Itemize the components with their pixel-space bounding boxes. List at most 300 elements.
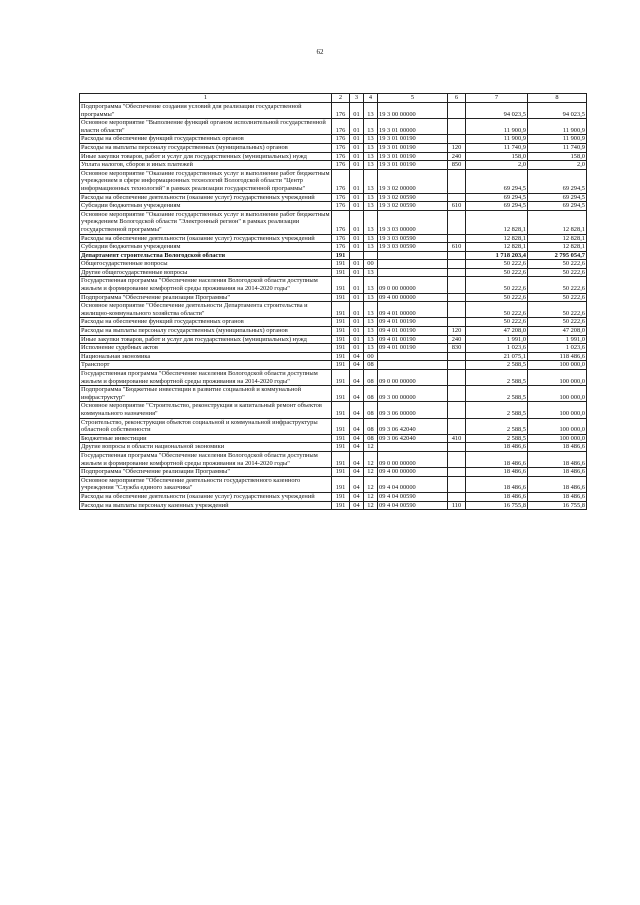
subsection-cell: 13 <box>364 327 378 336</box>
subsection-cell: 13 <box>364 302 378 318</box>
grbs-cell: 176 <box>332 243 350 252</box>
row-name-cell: Уплата налогов, сборов и иных платежей <box>80 161 332 170</box>
section-cell: 01 <box>350 161 364 170</box>
grbs-cell: 191 <box>332 370 350 386</box>
grbs-cell: 191 <box>332 293 350 302</box>
amount-year2-cell: 12 828,1 <box>528 234 587 243</box>
subsection-cell: 12 <box>364 476 378 492</box>
target-article-cell: 09 3 06 42040 <box>378 434 448 443</box>
expense-type-cell: 610 <box>448 202 466 211</box>
subsection-cell: 13 <box>364 335 378 344</box>
amount-year2-cell: 16 755,8 <box>528 501 587 510</box>
header-cell: 6 <box>448 94 466 103</box>
grbs-cell: 191 <box>332 268 350 277</box>
row-name-cell: Бюджетные инвестиции <box>80 434 332 443</box>
amount-year2-cell: 18 486,6 <box>528 468 587 477</box>
target-article-cell: 19 3 01 00190 <box>378 161 448 170</box>
amount-year1-cell: 50 222,6 <box>466 293 528 302</box>
expense-type-cell <box>448 352 466 361</box>
amount-year2-cell: 100 000,0 <box>528 370 587 386</box>
grbs-cell: 191 <box>332 251 350 260</box>
amount-year2-cell: 69 294,5 <box>528 202 587 211</box>
table-row <box>80 234 587 243</box>
table-row <box>80 202 587 211</box>
row-name-cell: Иные закупки товаров, работ и услуг для государственных (муниципальных) нужд <box>80 335 332 344</box>
section-cell: 01 <box>350 143 364 152</box>
row-name-cell: Основное мероприятие "Оказание государственных услуг и выполнение работ бюджетным учреждением в сфере информационных технологий Вологодской области "Центр информационных технологий" в рамках реализации государственной программы" <box>81 169 330 192</box>
amount-year1-cell: 18 486,6 <box>466 492 528 501</box>
amount-year1-cell: 50 222,6 <box>466 260 528 269</box>
expense-type-cell <box>448 418 466 434</box>
section-cell: 04 <box>350 361 364 370</box>
section-cell: 01 <box>350 135 364 144</box>
table-row <box>80 260 587 269</box>
subsection-cell: 00 <box>364 352 378 361</box>
section-cell: 04 <box>350 443 364 452</box>
subsection-cell: 13 <box>364 193 378 202</box>
row-name-cell: Расходы на выплаты персоналу государственных (муниципальных) органов <box>80 327 332 336</box>
budget-table <box>79 93 587 510</box>
amount-year2-cell: 69 294,5 <box>528 169 587 193</box>
subsection-cell: 13 <box>364 202 378 211</box>
subsection-cell: 12 <box>364 443 378 452</box>
amount-year1-cell: 69 294,5 <box>466 169 528 193</box>
expense-type-cell <box>448 277 466 293</box>
section-cell: 04 <box>350 352 364 361</box>
target-article-cell: 09 4 01 00000 <box>378 302 448 318</box>
amount-year1-cell: 1 023,6 <box>466 344 528 353</box>
expense-type-cell <box>448 251 466 260</box>
section-cell <box>350 251 364 260</box>
table-row <box>80 451 587 467</box>
amount-year2-cell: 50 222,6 <box>528 260 587 269</box>
table-row <box>80 434 587 443</box>
amount-year1-cell: 2 588,5 <box>466 434 528 443</box>
row-name-cell: Подпрограмма "Обеспечение создания условий для реализации государственной программы" <box>80 103 332 119</box>
expense-type-cell <box>448 103 466 119</box>
row-name-cell: Основное мероприятие "Выполнение функций органом исполнительной государственной власти области" <box>80 119 332 135</box>
amount-year1-cell: 1 991,0 <box>466 335 528 344</box>
expense-type-cell <box>448 268 466 277</box>
section-cell: 04 <box>350 501 364 510</box>
row-name-cell: Общегосударственные вопросы <box>80 260 332 269</box>
row-name-cell: Государственная программа "Обеспечение населения Вологодской области доступным жильем и формирование комфортной среды проживания на 2014-2020 годы" <box>80 277 332 293</box>
amount-year2-cell: 50 222,6 <box>528 318 587 327</box>
subsection-cell: 13 <box>364 344 378 353</box>
amount-year2-cell: 50 222,6 <box>528 293 587 302</box>
table-row <box>80 161 587 170</box>
amount-year2-cell: 100 000,0 <box>528 418 587 434</box>
amount-year1-cell: 12 828,1 <box>466 243 528 252</box>
table-row <box>80 335 587 344</box>
expense-type-cell: 120 <box>448 143 466 152</box>
expense-type-cell <box>448 443 466 452</box>
section-cell: 01 <box>350 327 364 336</box>
table-row <box>80 344 587 353</box>
expense-type-cell <box>448 293 466 302</box>
target-article-cell: 19 3 02 00590 <box>378 193 448 202</box>
expense-type-cell: 410 <box>448 434 466 443</box>
table-row <box>80 251 587 260</box>
expense-type-cell <box>448 169 466 193</box>
amount-year1-cell: 11 900,9 <box>466 119 528 135</box>
row-name-cell: Расходы на обеспечение функций государственных органов <box>80 318 332 327</box>
target-article-cell: 19 3 01 00190 <box>378 143 448 152</box>
amount-year1-cell: 50 222,6 <box>466 318 528 327</box>
grbs-cell: 176 <box>332 210 350 234</box>
subsection-cell: 13 <box>364 152 378 161</box>
section-cell: 01 <box>350 260 364 269</box>
expense-type-cell: 120 <box>448 327 466 336</box>
grbs-cell: 191 <box>332 418 350 434</box>
expense-type-cell <box>448 361 466 370</box>
amount-year2-cell: 1 023,6 <box>528 344 587 353</box>
header-cell: 3 <box>350 94 364 103</box>
table-row <box>80 468 587 477</box>
subsection-cell: 13 <box>364 135 378 144</box>
header-row <box>80 94 587 103</box>
grbs-cell: 176 <box>332 152 350 161</box>
amount-year2-cell: 69 294,5 <box>528 193 587 202</box>
grbs-cell: 176 <box>332 119 350 135</box>
row-name-cell: Подпрограмма "Обеспечение реализации Программы" <box>80 468 332 477</box>
table-row <box>80 169 587 193</box>
amount-year2-cell: 100 000,0 <box>528 361 587 370</box>
expense-type-cell: 110 <box>448 501 466 510</box>
section-cell: 01 <box>350 152 364 161</box>
grbs-cell: 191 <box>332 335 350 344</box>
amount-year2-cell: 47 208,0 <box>528 327 587 336</box>
table-row <box>80 293 587 302</box>
section-cell: 01 <box>350 234 364 243</box>
grbs-cell: 191 <box>332 476 350 492</box>
subsection-cell: 08 <box>364 402 378 418</box>
amount-year1-cell: 50 222,6 <box>466 268 528 277</box>
amount-year2-cell: 12 828,1 <box>528 210 587 234</box>
row-name-cell: Основное мероприятие "Обеспечение деятельности Департамента строительства и жилищно-коммунального хозяйства области" <box>80 302 332 318</box>
section-cell: 04 <box>350 386 364 402</box>
target-article-cell: 09 0 00 00000 <box>378 451 448 467</box>
amount-year1-cell: 11 740,9 <box>466 143 528 152</box>
table-row <box>80 476 587 492</box>
subsection-cell: 13 <box>364 243 378 252</box>
table-row <box>80 135 587 144</box>
section-cell: 04 <box>350 370 364 386</box>
section-cell: 04 <box>350 492 364 501</box>
target-article-cell: 09 4 00 00000 <box>378 468 448 477</box>
amount-year1-cell: 2 588,5 <box>466 402 528 418</box>
grbs-cell: 191 <box>332 318 350 327</box>
header-cell: 7 <box>466 94 528 103</box>
row-name-cell: Расходы на выплаты персоналу казенных учреждений <box>80 501 332 510</box>
expense-type-cell <box>448 402 466 418</box>
grbs-cell: 191 <box>332 327 350 336</box>
amount-year1-cell: 50 222,6 <box>466 277 528 293</box>
table-row <box>80 492 587 501</box>
amount-year2-cell: 11 900,9 <box>528 119 587 135</box>
section-cell: 01 <box>350 119 364 135</box>
table-row <box>80 277 587 293</box>
target-article-cell: 09 4 04 00590 <box>378 501 448 510</box>
header-cell: 5 <box>378 94 448 103</box>
header-cell: 2 <box>332 94 350 103</box>
amount-year1-cell: 1 718 203,4 <box>466 251 528 260</box>
subsection-cell: 13 <box>364 143 378 152</box>
table-row <box>80 302 587 318</box>
row-name-cell: Основное мероприятие "Оказание государственных услуг и выполнение работ бюджетным учреждением Вологодской области "Электронный регион" в рамках реализации государственной программы" <box>81 210 330 233</box>
row-name-cell: Подпрограмма "Обеспечение реализации Программы" <box>80 293 332 302</box>
table-row <box>80 443 587 452</box>
section-cell: 01 <box>350 277 364 293</box>
target-article-cell: 09 4 01 00190 <box>378 344 448 353</box>
grbs-cell: 191 <box>332 451 350 467</box>
amount-year1-cell: 2,0 <box>466 161 528 170</box>
amount-year1-cell: 16 755,8 <box>466 501 528 510</box>
amount-year1-cell: 18 486,6 <box>466 443 528 452</box>
subsection-cell: 08 <box>364 370 378 386</box>
table-row <box>80 143 587 152</box>
section-cell: 01 <box>350 210 364 234</box>
grbs-cell: 191 <box>332 277 350 293</box>
amount-year1-cell: 2 588,5 <box>466 418 528 434</box>
grbs-cell: 176 <box>332 234 350 243</box>
expense-type-cell <box>448 370 466 386</box>
subsection-cell: 13 <box>364 103 378 119</box>
row-name-cell: Субсидии бюджетным учреждениям <box>80 202 332 211</box>
amount-year1-cell: 2 588,5 <box>466 386 528 402</box>
table-row <box>80 193 587 202</box>
row-name-cell: Департамент строительства Вологодской области <box>80 251 332 260</box>
subsection-cell: 12 <box>364 451 378 467</box>
target-article-cell: 19 3 03 00590 <box>378 243 448 252</box>
expense-type-cell <box>448 119 466 135</box>
grbs-cell: 191 <box>332 260 350 269</box>
expense-type-cell: 240 <box>448 335 466 344</box>
row-name-cell: Подпрограмма "Бюджетные инвестиции в развитие социальной и коммунальной инфраструктур" <box>80 386 332 402</box>
amount-year1-cell: 50 222,6 <box>466 302 528 318</box>
table-row <box>80 268 587 277</box>
expense-type-cell <box>448 193 466 202</box>
row-name-cell: Национальная экономика <box>80 352 332 361</box>
header-cell: 1 <box>80 94 332 103</box>
amount-year2-cell: 2,0 <box>528 161 587 170</box>
expense-type-cell <box>448 476 466 492</box>
table-row <box>80 152 587 161</box>
grbs-cell: 176 <box>332 193 350 202</box>
subsection-cell <box>364 251 378 260</box>
amount-year1-cell: 94 023,5 <box>466 103 528 119</box>
subsection-cell: 13 <box>364 293 378 302</box>
section-cell: 04 <box>350 476 364 492</box>
grbs-cell: 191 <box>332 402 350 418</box>
amount-year1-cell: 47 208,0 <box>466 327 528 336</box>
subsection-cell: 08 <box>364 361 378 370</box>
amount-year1-cell: 11 900,9 <box>466 135 528 144</box>
target-article-cell: 09 3 00 00000 <box>378 386 448 402</box>
target-article-cell <box>378 361 448 370</box>
expense-type-cell <box>448 302 466 318</box>
row-name-cell: Другие общегосударственные вопросы <box>80 268 332 277</box>
subsection-cell: 13 <box>364 210 378 234</box>
target-article-cell <box>378 352 448 361</box>
header-cell: 4 <box>364 94 378 103</box>
subsection-cell: 13 <box>364 119 378 135</box>
target-article-cell: 09 3 06 00000 <box>378 402 448 418</box>
row-name-cell: Расходы на обеспечение деятельности (оказание услуг) государственных учреждений <box>80 234 332 243</box>
expense-type-cell <box>448 492 466 501</box>
target-article-cell: 09 4 01 00190 <box>378 327 448 336</box>
amount-year2-cell: 50 222,6 <box>528 302 587 318</box>
subsection-cell: 08 <box>364 418 378 434</box>
expense-type-cell: 610 <box>448 243 466 252</box>
target-article-cell: 09 0 00 00000 <box>378 370 448 386</box>
section-cell: 01 <box>350 243 364 252</box>
target-article-cell: 09 4 01 00190 <box>378 318 448 327</box>
expense-type-cell <box>448 135 466 144</box>
row-name-cell: Расходы на обеспечение деятельности (оказание услуг) государственных учреждений <box>80 492 332 501</box>
target-article-cell: 19 3 02 00000 <box>378 169 448 193</box>
expense-type-cell <box>448 234 466 243</box>
amount-year1-cell: 18 486,6 <box>466 451 528 467</box>
amount-year2-cell: 18 486,6 <box>528 451 587 467</box>
section-cell: 04 <box>350 451 364 467</box>
subsection-cell: 08 <box>364 386 378 402</box>
amount-year1-cell: 18 486,6 <box>466 476 528 492</box>
subsection-cell: 12 <box>364 501 378 510</box>
subsection-cell: 12 <box>364 492 378 501</box>
amount-year1-cell: 69 294,5 <box>466 193 528 202</box>
expense-type-cell: 850 <box>448 161 466 170</box>
grbs-cell: 191 <box>332 302 350 318</box>
row-name-cell: Субсидии бюджетным учреждениям <box>80 243 332 252</box>
amount-year1-cell: 2 588,5 <box>466 370 528 386</box>
table-row <box>80 370 587 386</box>
target-article-cell: 19 3 00 00000 <box>378 103 448 119</box>
amount-year2-cell: 18 486,6 <box>528 492 587 501</box>
section-cell: 04 <box>350 468 364 477</box>
amount-year2-cell: 12 828,1 <box>528 243 587 252</box>
table-body <box>80 103 587 510</box>
section-cell: 01 <box>350 344 364 353</box>
section-cell: 01 <box>350 293 364 302</box>
row-name-cell: Основное мероприятие "Строительство, реконструкция и капитальный ремонт объектов коммунального назначения" <box>80 402 332 418</box>
grbs-cell: 191 <box>332 361 350 370</box>
amount-year2-cell: 100 000,0 <box>528 402 587 418</box>
expense-type-cell <box>448 318 466 327</box>
target-article-cell: 19 3 03 00000 <box>378 210 448 234</box>
section-cell: 01 <box>350 103 364 119</box>
target-article-cell: 09 4 04 00590 <box>378 492 448 501</box>
target-article-cell: 19 3 02 00590 <box>378 202 448 211</box>
row-name-cell: Иные закупки товаров, работ и услуг для государственных (муниципальных) нужд <box>80 152 332 161</box>
row-name-cell: Расходы на выплаты персоналу государственных (муниципальных) органов <box>80 143 332 152</box>
expense-type-cell <box>448 386 466 402</box>
grbs-cell: 191 <box>332 501 350 510</box>
grbs-cell: 191 <box>332 386 350 402</box>
target-article-cell: 09 3 06 42040 <box>378 418 448 434</box>
table-row <box>80 501 587 510</box>
amount-year2-cell: 18 486,6 <box>528 476 587 492</box>
amount-year1-cell: 12 828,1 <box>466 210 528 234</box>
section-cell: 01 <box>350 169 364 193</box>
expense-type-cell <box>448 260 466 269</box>
amount-year2-cell: 18 486,6 <box>528 443 587 452</box>
section-cell: 04 <box>350 418 364 434</box>
table-row <box>80 103 587 119</box>
amount-year2-cell: 50 222,6 <box>528 268 587 277</box>
row-name-cell: Строительство, реконструкция объектов социальной и коммунальной инфраструктуры областной собственности <box>80 418 332 434</box>
subsection-cell: 13 <box>364 318 378 327</box>
table-row <box>80 402 587 418</box>
table-row <box>80 418 587 434</box>
target-article-cell: 09 4 04 00000 <box>378 476 448 492</box>
target-article-cell: 19 3 01 00190 <box>378 152 448 161</box>
row-name-cell: Другие вопросы в области национальной экономики <box>80 443 332 452</box>
expense-type-cell <box>448 468 466 477</box>
amount-year2-cell: 158,0 <box>528 152 587 161</box>
table-row <box>80 361 587 370</box>
grbs-cell: 176 <box>332 169 350 193</box>
subsection-cell: 13 <box>364 268 378 277</box>
grbs-cell: 191 <box>332 352 350 361</box>
grbs-cell: 191 <box>332 434 350 443</box>
amount-year2-cell: 50 222,6 <box>528 277 587 293</box>
grbs-cell: 176 <box>332 202 350 211</box>
row-name-cell: Транспорт <box>80 361 332 370</box>
target-article-cell <box>378 251 448 260</box>
grbs-cell: 176 <box>332 161 350 170</box>
amount-year2-cell: 11 900,9 <box>528 135 587 144</box>
target-article-cell <box>378 260 448 269</box>
amount-year1-cell: 158,0 <box>466 152 528 161</box>
row-name-cell: Расходы на обеспечение деятельности (оказание услуг) государственных учреждений <box>80 193 332 202</box>
grbs-cell: 191 <box>332 344 350 353</box>
target-article-cell <box>378 268 448 277</box>
section-cell: 04 <box>350 434 364 443</box>
grbs-cell: 191 <box>332 492 350 501</box>
grbs-cell: 176 <box>332 143 350 152</box>
target-article-cell: 09 0 00 00000 <box>378 277 448 293</box>
grbs-cell: 191 <box>332 443 350 452</box>
table-row <box>80 243 587 252</box>
table-row <box>80 318 587 327</box>
amount-year2-cell: 118 486,6 <box>528 352 587 361</box>
amount-year2-cell: 94 023,5 <box>528 103 587 119</box>
section-cell: 01 <box>350 318 364 327</box>
subsection-cell: 08 <box>364 434 378 443</box>
page-number: 62 <box>316 48 324 56</box>
target-article-cell: 09 4 00 00000 <box>378 293 448 302</box>
subsection-cell: 13 <box>364 234 378 243</box>
subsection-cell: 13 <box>364 277 378 293</box>
table-row <box>80 210 587 234</box>
header-cell: 8 <box>528 94 587 103</box>
amount-year1-cell: 2 588,5 <box>466 361 528 370</box>
subsection-cell: 13 <box>364 169 378 193</box>
target-article-cell: 19 3 01 00190 <box>378 135 448 144</box>
target-article-cell <box>378 443 448 452</box>
section-cell: 01 <box>350 302 364 318</box>
grbs-cell: 191 <box>332 468 350 477</box>
subsection-cell: 13 <box>364 161 378 170</box>
row-name-cell: Исполнение судебных актов <box>80 344 332 353</box>
grbs-cell: 176 <box>332 135 350 144</box>
amount-year1-cell: 69 294,5 <box>466 202 528 211</box>
target-article-cell: 19 3 03 00590 <box>378 234 448 243</box>
table-row <box>80 386 587 402</box>
amount-year1-cell: 21 075,1 <box>466 352 528 361</box>
row-name-cell: Основное мероприятие "Обеспечение деятельности государственного казенного учреждения "Служба единого заказчика" <box>80 476 332 492</box>
